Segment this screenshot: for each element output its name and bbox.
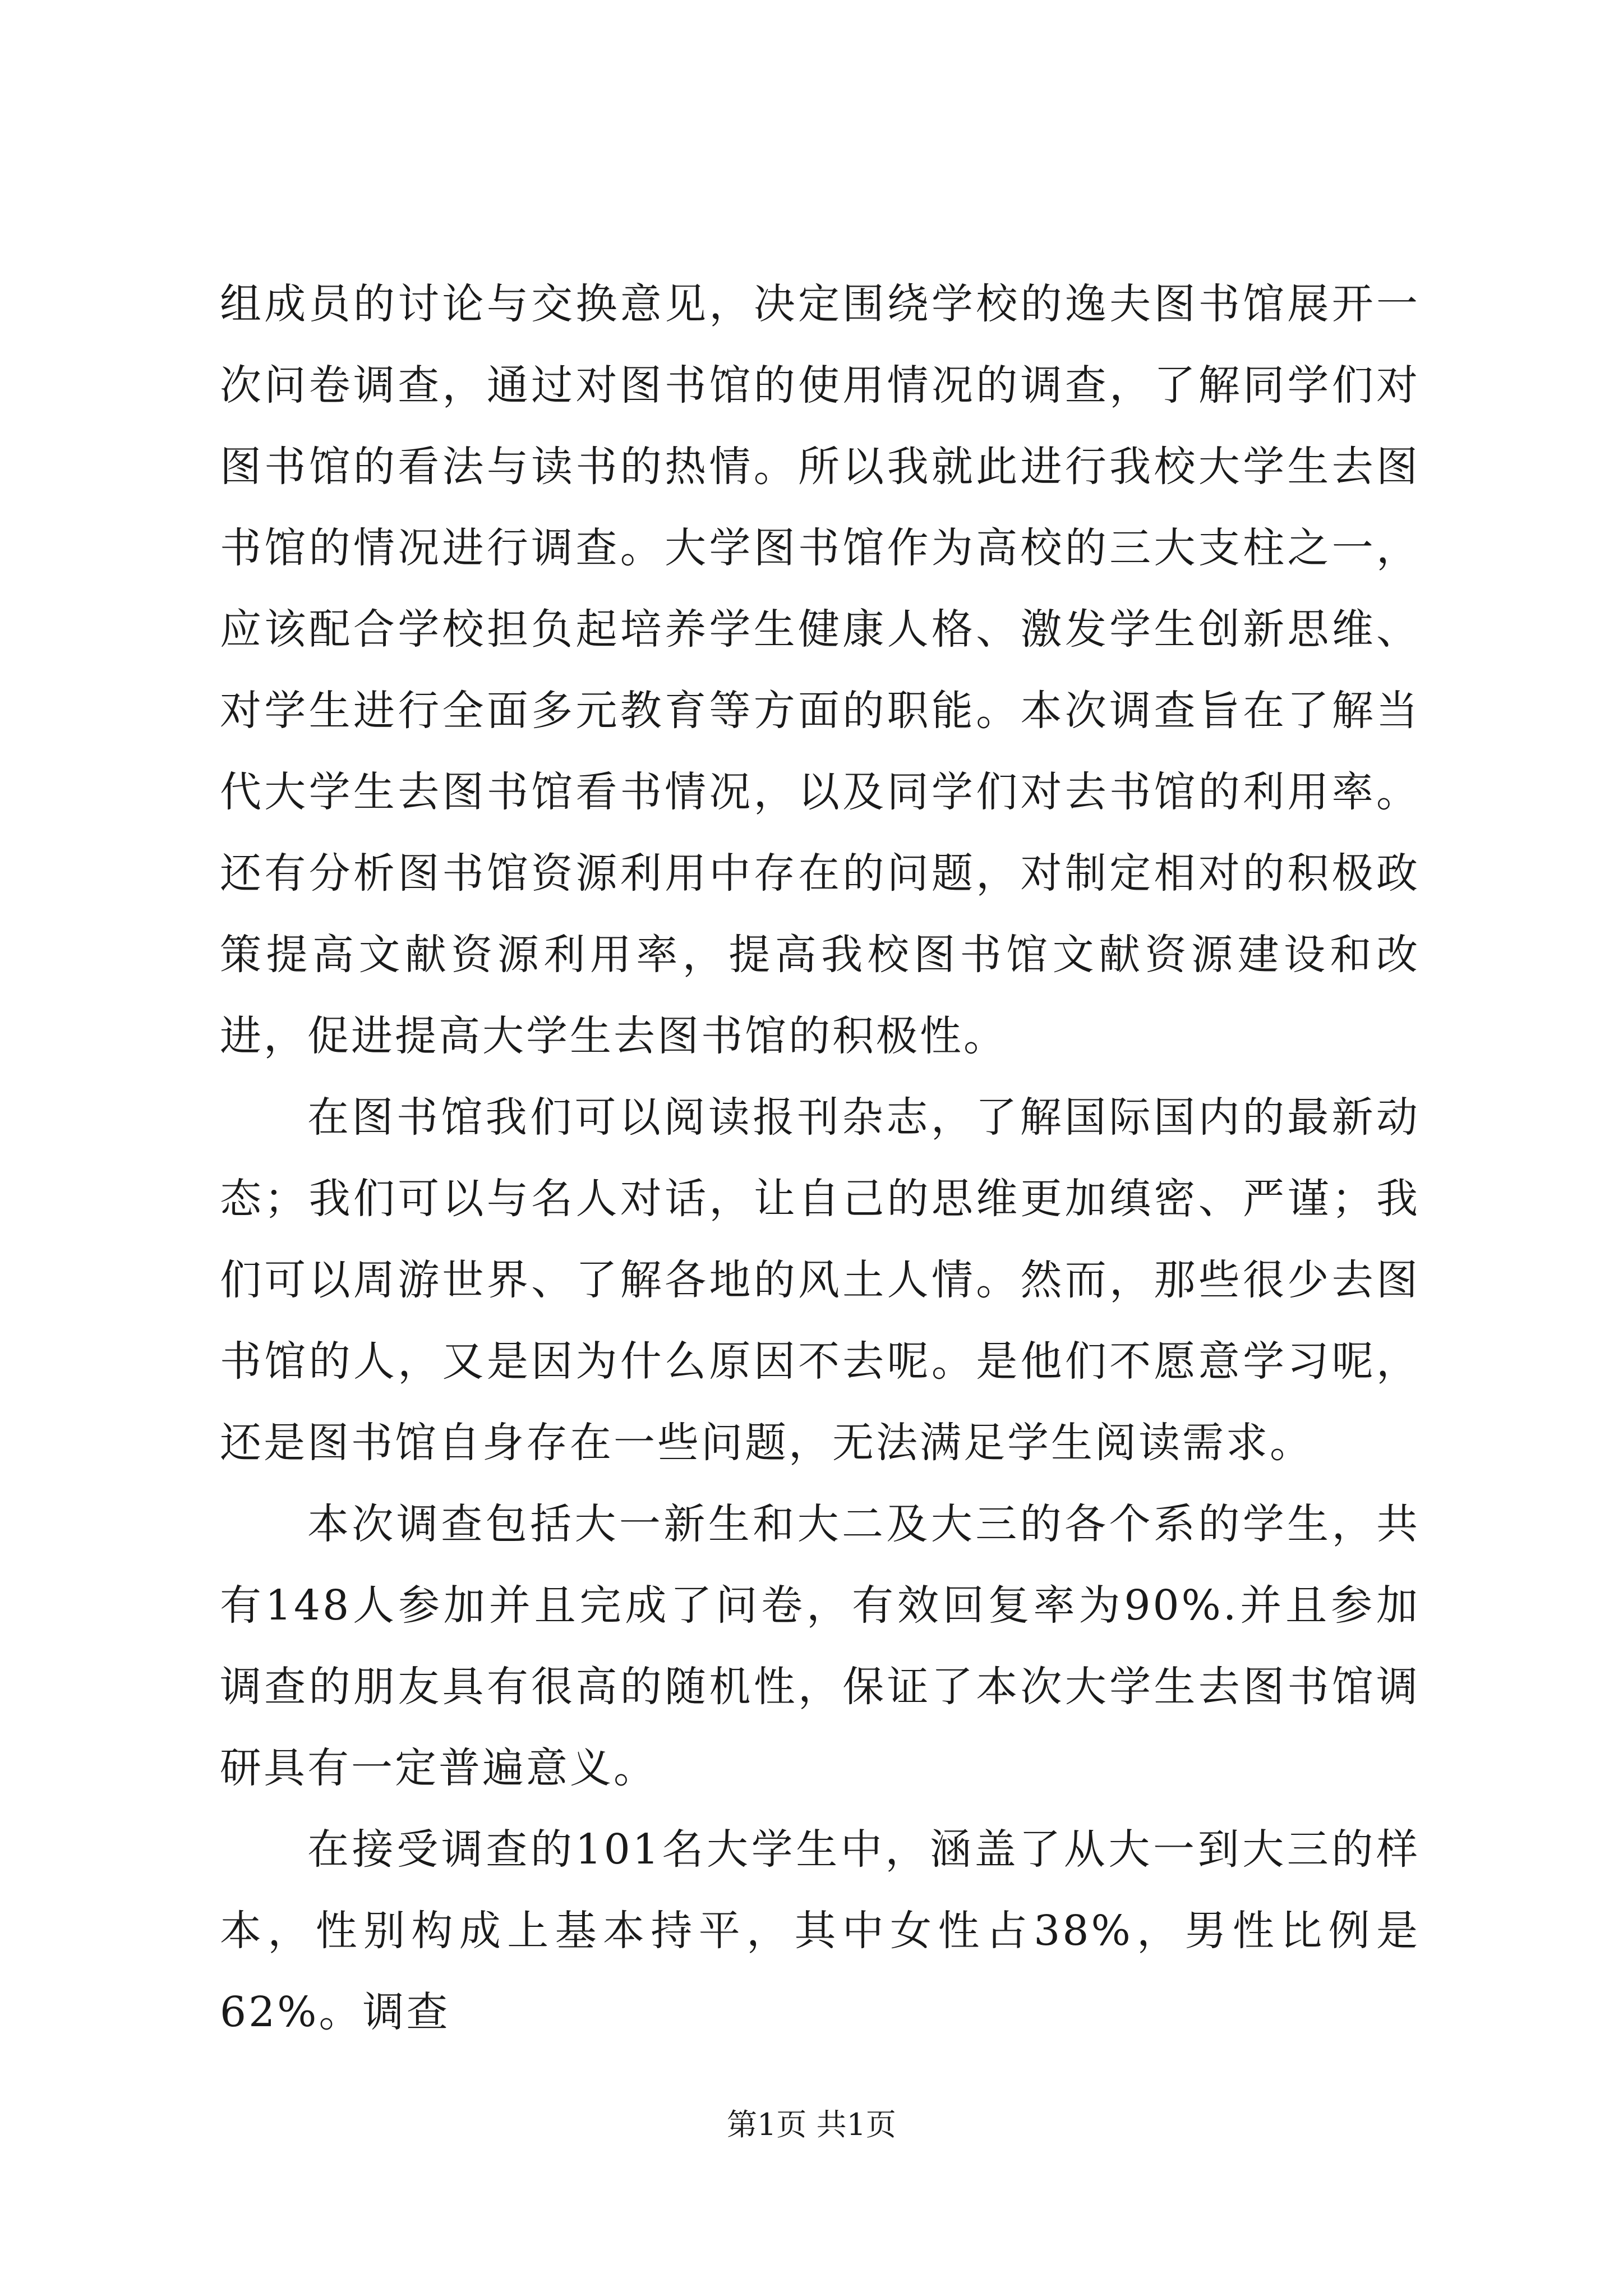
paragraph-4: 在接受调查的101名大学生中，涵盖了从大一到大三的样本，性别构成上基本持平，其中女性占38%，男性比例是62%。调查 bbox=[220, 1825, 1420, 2036]
document-body bbox=[220, 264, 1420, 2053]
paragraph-1: 组成员的讨论与交换意见，决定围绕学校的逸夫图书馆展开一次问卷调查，通过对图书馆的使用情况的调查，了解同学们对图书馆的看法与读书的热情。所以我就此进行我校大学生去图书馆的情况进行调查。大学图书馆作为高校的三大支柱之一，应该配合学校担负起培养学生健康人格、激发学生创新思维、对学生进行全面多元教育等方面的职能。本次调查旨在了解当代大学生去图书馆看书情况，以及同学们对去书馆的利用率。还有分析图书馆资源利用中存在的问题，对制定相对的积极政策提高文献资源利用率，提高我校图书馆文献资源建设和改进，促进提高大学生去图书馆的积极性。 bbox=[220, 280, 1420, 1060]
paragraph-3: 本次调查包括大一新生和大二及大三的各个系的学生，共有148人参加并且完成了问卷，有效回复率为90%.并且参加调查的朋友具有很高的随机性，保证了本次大学生去图书馆调研具有一定普遍意义。 bbox=[220, 1500, 1420, 1792]
paragraph-2: 在图书馆我们可以阅读报刊杂志，了解国际国内的最新动态；我们可以与名人对话，让自己的思维更加缜密、严谨；我们可以周游世界、了解各地的风土人情。然而，那些很少去图书馆的人，又是因为什么原因不去呢。是他们不愿意学习呢，还是图书馆自身存在一些问题，无法满足学生阅读需求。 bbox=[220, 1093, 1420, 1467]
page-footer: 第1页 共1页 bbox=[727, 2107, 896, 2142]
